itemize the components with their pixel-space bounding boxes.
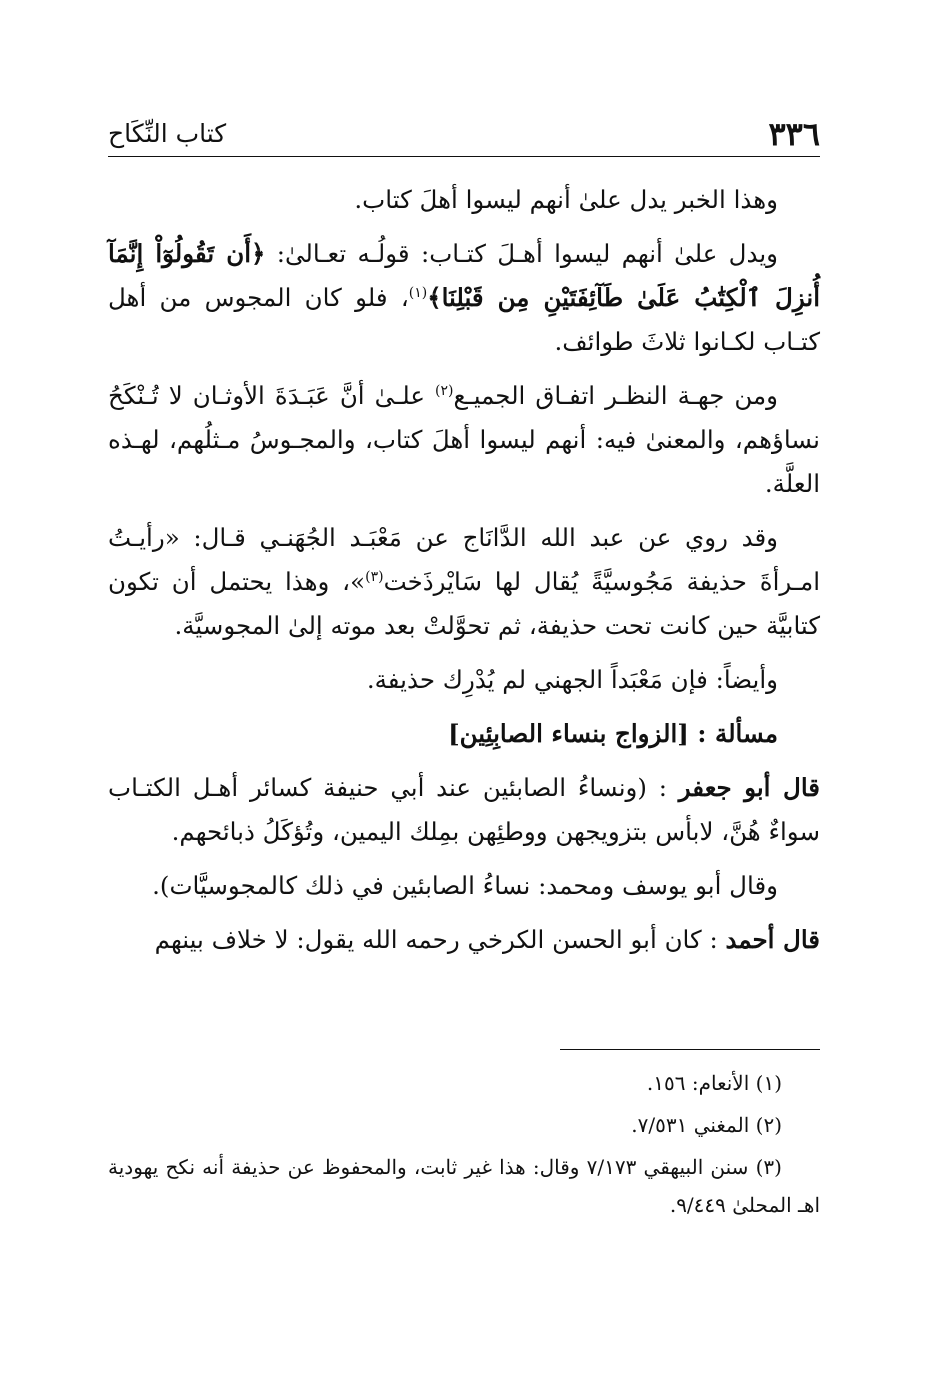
speaker-label: قال أبو جعفر [678, 773, 820, 802]
page-header [108, 108, 820, 157]
paragraph [108, 516, 820, 648]
issue-title: [الزواج بنساء الصابِئِين] [448, 719, 689, 748]
paragraph [108, 766, 820, 854]
paragraph-text: ويدل علىٰ أنهم ليسوا أهـلَ كتـاب: قولُـه تعـالىٰ: [265, 239, 778, 268]
paragraph-text: »، وهذا يحتمل أن تكون كتابيَّة حين كانت تحت حذيفة، ثم تحوَّلتْ بعد موته إلىٰ المجوسيَّة. [108, 567, 820, 640]
paragraph-text: ومن جهـة النظـر اتفـاق الجميـع [453, 381, 779, 410]
paragraph [108, 374, 820, 506]
paragraph [108, 232, 820, 364]
paragraph-text: علـىٰ أنَّ عَبَـدَةَ الأوثـان لا تُـنْكَحُ نساؤهم، والمعنىٰ فيه: أنهم ليسوا أهلَ كتاب، والمجـوسُ مـثلُهم، لهـذه العلَّة. [108, 381, 820, 498]
footnote-marker[interactable]: (٢) [435, 382, 454, 399]
paragraph-text: ، فلو كان المجوس من أهل كتـاب لكـانوا ثلاثَ طوائف. [108, 283, 820, 356]
page-number: ٣٣٦ [768, 115, 820, 153]
footnote: (١) الأنعام: ١٥٦. [646, 1071, 782, 1095]
paragraph-text: وقال أبو يوسف ومحمد: نساءُ الصابئين في ذلك كالمجوسيَّات). [152, 871, 778, 900]
paragraph-text: وهذا الخبر يدل علىٰ أنهم ليسوا أهلَ كتاب. [354, 185, 778, 214]
running-title: كتاب النِّكَاح [108, 119, 227, 148]
paragraph [108, 658, 820, 702]
footnotes [108, 1064, 820, 1228]
footnote: (٢) المغني ٧/٥٣١. [631, 1113, 782, 1137]
speaker-label: قال أحمد [725, 925, 820, 954]
footnote-marker[interactable]: (٣) [365, 568, 384, 585]
paragraph-text: : كان أبو الحسن الكرخي رحمه الله يقول: لا خلاف بينهم [154, 925, 726, 954]
paragraph [108, 178, 820, 222]
issue-heading [108, 712, 820, 756]
footnote: (٣) سنن البيهقي ٧/١٧٣ وقال: هذا غير ثابت، والمحفوظ عن حذيفة أنه نكح يهودية اهـ المحلىٰ ٩/٤٤٩. [108, 1155, 820, 1217]
paragraph-text: وأيضاً: فإن مَعْبَداً الجهني لم يُدْرِك حذيفة. [366, 665, 778, 694]
paragraph-text: وقد روي عن عبد الله الدَّانَاج عن مَعْبَـد الجُهَنـي قـال: «رأيـتُ امـرأةَ حذيفة مَجُوسيَّةً يُقال لها سَايْرذَخت [108, 523, 821, 596]
paragraph-text: : (ونساءُ الصابئين عند أبي حنيفة كسائر أهـل الكتـاب سواءٌ هُنَّ، لابأس بتزويجهن ووطئِهن بمِلك اليمين، وتُؤكَلُ ذبائحهم. [108, 773, 820, 846]
quran-verse: ﴿أَن تَقُولُوٓاْ إِنَّمَآ أُنزِلَ ٱلْكِتَٰبُ عَلَىٰ طَآئِفَتَيْنِ مِن قَبْلِنَا﴾ [108, 239, 820, 312]
footnote-divider [560, 1049, 820, 1050]
main-text [108, 178, 820, 972]
issue-label: مسألة : [697, 719, 778, 748]
paragraph [108, 864, 820, 908]
footnote-marker[interactable]: (١) [408, 284, 428, 301]
paragraph [108, 918, 820, 962]
